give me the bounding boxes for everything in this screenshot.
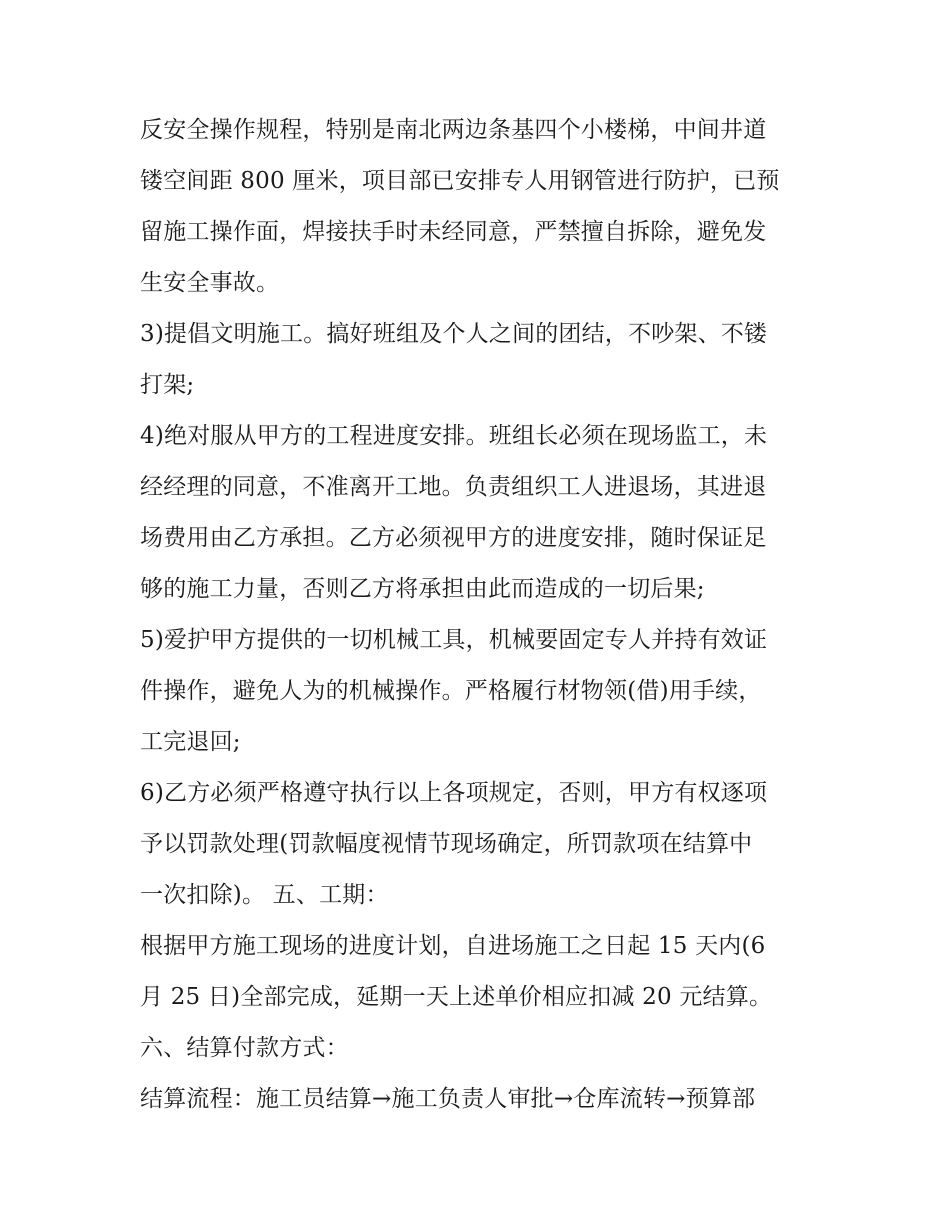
text-line: 反安全操作规程，特别是南北两边条基四个小楼梯，中间井道 <box>140 117 767 143</box>
text-line: 月 25 日)全部完成，延期一天上述单价相应扣减 20 元结算。 <box>140 984 773 1010</box>
text-line: 镂空间距 800 厘米，项目部已安排专人用钢管进行防护，已预 <box>140 168 780 194</box>
text-line: 5)爱护甲方提供的一切机械工具，机械要固定专人并持有效证 <box>140 627 768 653</box>
text-line: 场费用由乙方承担。乙方必须视甲方的进度安排，随时保证足 <box>140 525 767 551</box>
text-line: 够的施工力量，否则乙方将承担由此而造成的一切后果; <box>140 576 705 602</box>
text-line: 6)乙方必须严格遵守执行以上各项规定，否则，甲方有权逐项 <box>140 780 768 806</box>
text-line: 件操作，避免人为的机械操作。严格履行材物领(借)用手续， <box>140 678 762 704</box>
text-line: 予以罚款处理(罚款幅度视情节现场确定，所罚款项在结算中 <box>140 831 753 857</box>
text-line: 打架; <box>140 372 195 398</box>
text-line: 4)绝对服从甲方的工程进度安排。班组长必须在现场监工，未 <box>140 423 768 449</box>
text-line: 经经理的同意，不准离开工地。负责组织工人进退场，其进退 <box>140 474 767 500</box>
text-line: 生安全事故。 <box>140 270 280 296</box>
text-line: 3)提倡文明施工。搞好班组及个人之间的团结，不吵架、不镂 <box>140 321 768 347</box>
text-line: 一次扣除)。 五、工期： <box>140 882 389 908</box>
document-body <box>140 105 820 1125</box>
text-line: 留施工操作面，焊接扶手时未经同意，严禁擅自拆除，避免发 <box>140 219 767 245</box>
text-line: 结算流程：施工员结算→施工负责人审批→仓库流转→预算部 <box>140 1086 756 1112</box>
text-line: 根据甲方施工现场的进度计划，自进场施工之日起 15 天内(6 <box>140 933 766 959</box>
text-line: 六、结算付款方式： <box>140 1035 349 1061</box>
text-line: 工完退回; <box>140 729 241 755</box>
